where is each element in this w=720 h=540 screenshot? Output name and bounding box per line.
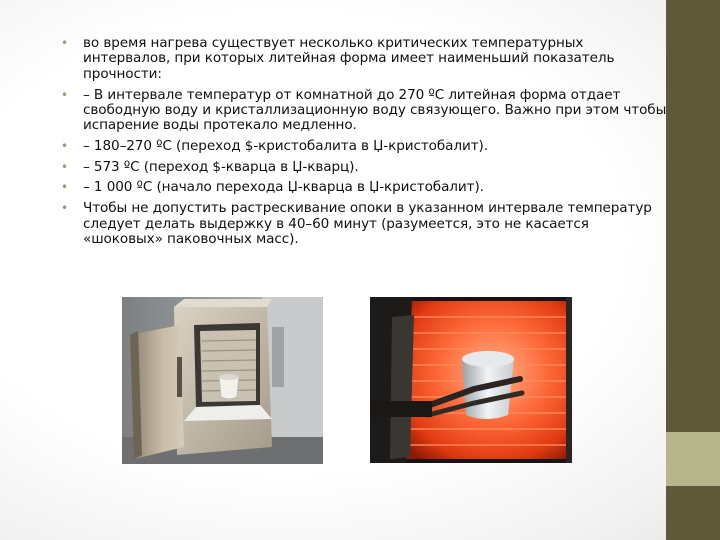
bullet-item: [56, 139, 668, 154]
bullet-text: – В интервале температур от комнатной до 270 ºС литейная форма отдает свободную воду и кристаллизационную воду связующего. Важно при этом чтобы испарение воды протекало медленно.: [83, 86, 667, 134]
bullet-dot-icon: •: [61, 87, 68, 102]
bullet-item: [56, 201, 668, 247]
bullet-text: во время нагрева существует несколько критических температурных интервалов, при которых литейная форма имеет наименьший показатель прочности:: [83, 35, 615, 82]
bullet-dot-icon: •: [61, 180, 68, 195]
bullet-dot-icon: •: [61, 36, 68, 50]
bullet-text: Чтобы не допустить растрескивание опоки в указанном интервале температур следует делать выдержку в 40–60 минут (разумеется, это не касается «шоковых» паковочных масс).: [83, 200, 652, 247]
bullet-dot-icon: •: [61, 139, 68, 154]
bullet-list: [56, 36, 668, 247]
bullet-item: [56, 88, 668, 134]
bullet-text: – 573 ºС (переход $-кварца в Џ-кварц).: [83, 158, 359, 175]
bullet-text: – 1 000 ºС (начало перехода Џ-кварца в Џ-кристобалит).: [83, 179, 484, 196]
bullet-item: [56, 180, 668, 195]
furnace-heated-illustration: [370, 297, 572, 463]
bullet-text: – 180–270 ºС (переход $-кристобалита в Џ-кристобалит).: [83, 138, 488, 155]
bullet-item: [56, 160, 668, 175]
bullet-dot-icon: •: [61, 159, 68, 174]
slide-body: [56, 36, 668, 253]
furnace-open-illustration: [122, 297, 323, 464]
furnace-heated-photo: [370, 297, 572, 463]
bullet-item: [56, 36, 668, 82]
bullet-dot-icon: •: [61, 201, 68, 216]
side-decor-accent: [666, 432, 720, 486]
furnace-open-photo: [122, 297, 323, 464]
